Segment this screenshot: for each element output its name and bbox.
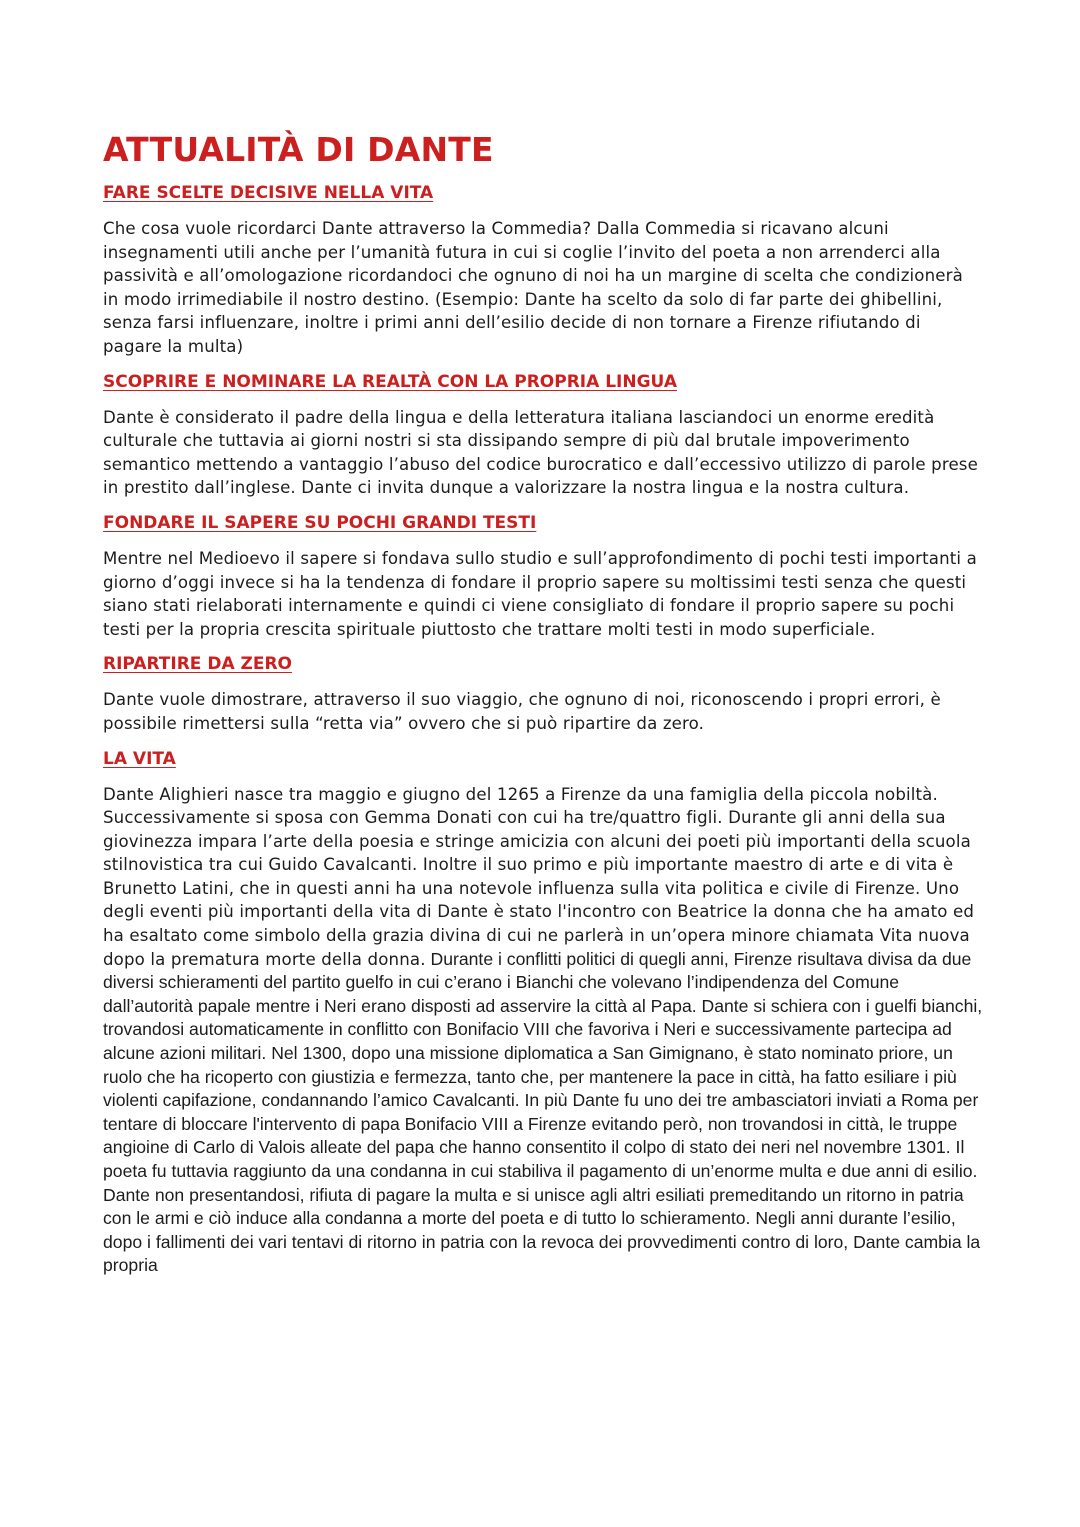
section-lingua [103,371,983,500]
section-paragraph: Dante è considerato il padre della lingua e della letteratura italiana lasciandoci un enorme eredità culturale che tuttavia ai giorni nostri si sta dissipando sempre di più dal brutale impoverimento semantico mettendo a vantaggio l’abuso del codice burocratico e dall’eccessivo utilizzo di parole prese in prestito dall’inglese. Dante ci invita dunque a valorizzare la nostra lingua e la nostra cultura. [103,407,978,498]
section-la-vita [103,748,983,1278]
section-heading: FARE SCELTE DECISIVE NELLA VITA [103,183,434,203]
section-paragraph: Mentre nel Medioevo il sapere si fondava sullo studio e sull’approfondimento di pochi testi importanti a giorno d’oggi invece si ha la tendenza di fondare il proprio sapere su moltissimi testi senza che questi siano stati rielaborati internamente e quindi ci viene consigliato di fondare il proprio sapere su pochi testi per la propria crescita spirituale piuttosto che trattare molti testi in modo superficiale. [103,548,977,639]
vita-text-part-2: Durante i conflitti politici di quegli anni, Firenze risultava divisa da due diversi schieramenti del partito guelfo in cui c’erano i Bianchi che volevano l’indipendenza del Comune dall’autorità papale mentre i Neri erano disposti ad asservire la città al Papa. Dante si schiera con i guelfi bianchi, trovandosi automaticamente in conflitto con Bonifacio VIII che favoriva i Neri e successivamente partecipa ad alcune azioni militari. Nel 1300, dopo una missione diplomatica a San Gimignano, è stato nominato priore, un ruolo che ha ricoperto con giustizia e fermezza, tanto che, per mantenere la pace in città, ha fatto esiliare i più violenti capifazione, condannando l’amico Cavalcanti. In più Dante fu uno dei tre ambasciatori inviati a Roma per tentare di bloccare l'intervento di papa Bonifacio VIII a Firenze evitando però, non trovandosi in città, le truppe angioine di Carlo di Valois alleate del papa che hanno consentito il colpo di stato dei neri nel novembre 1301. Il poeta fu tuttavia raggiunto da una condanna in cui stabiliva il pagamento di un’enorme multa e due anni di esilio. Dante non presentandosi, rifiuta di pagare la multa e si unisce agli altri esiliati premeditando un ritorno in patria con le armi e ciò induce alla condanna a morte del poeta e di tutto lo schieramento. Negli anni durante l’esilio, dopo i fallimenti dei vari tentavi di ritorno in patria con la revoca dei provvedimenti contro di loro, Dante cambia la propria [103,948,983,1276]
section-paragraph: Dante vuole dimostrare, attraverso il suo viaggio, che ognuno di noi, riconoscendo i propri errori, è possibile rimettersi sulla “retta via” ovvero che si può ripartire da zero. [103,690,941,733]
document-page [103,128,983,1278]
section-scelte-decisive [103,182,983,359]
section-heading: RIPARTIRE DA ZERO [103,654,293,675]
section-ripartire [103,653,983,735]
section-heading: SCOPRIRE E NOMINARE LA REALTÀ CON LA PROPRIA LINGUA [103,371,677,392]
section-heading: FONDARE IL SAPERE SU POCHI GRANDI TESTI [103,512,537,533]
section-paragraph: Che cosa vuole ricordarci Dante attraverso la Commedia? Dalla Commedia si ricavano alcuni insegnamenti utili anche per l’umanità futura in cui si coglie l’invito del poeta a non arrenderci alla passività e all’omologazione ricordandoci che ognuno di noi ha un margine di scelta che condizionerà in modo irrimediabile il nostro destino. (Esempio: Dante ha scelto da solo di far parte dei ghibellini, senza farsi influenzare, inoltre i primi anni dell’esilio decide di non tornare a Firenze rifiutando di pagare la multa) [103,219,963,356]
section-heading: LA VITA [103,748,176,769]
vita-text-part-1: Dante Alighieri nasce tra maggio e giugno del 1265 a Firenze da una famiglia della piccola nobiltà. Successivamente si sposa con Gemma Donati con cui ha tre/quattro figli. Durante gli anni della sua giovinezza impara l’arte della poesia e stringe amicizia con alcuni dei poeti più importanti della scuola stilnovistica tra cui Guido Cavalcanti. Inoltre il suo primo e più importante maestro di arte e di vita è Brunetto Latini, che in questi anni ha una notevole influenza sulla vita politica e civile di Firenze. Uno degli eventi più importanti della vita di Dante è stato l'incontro con Beatrice la donna che ha amato ed ha esaltato come simbolo della grazia divina di cui ne parlerà in un’opera minore chiamata Vita nuova dopo la prematura morte della donna. [103,784,975,969]
page-title: ATTUALITÀ DI DANTE [103,130,494,169]
vita-paragraph [103,783,983,1278]
section-sapere [103,512,983,641]
